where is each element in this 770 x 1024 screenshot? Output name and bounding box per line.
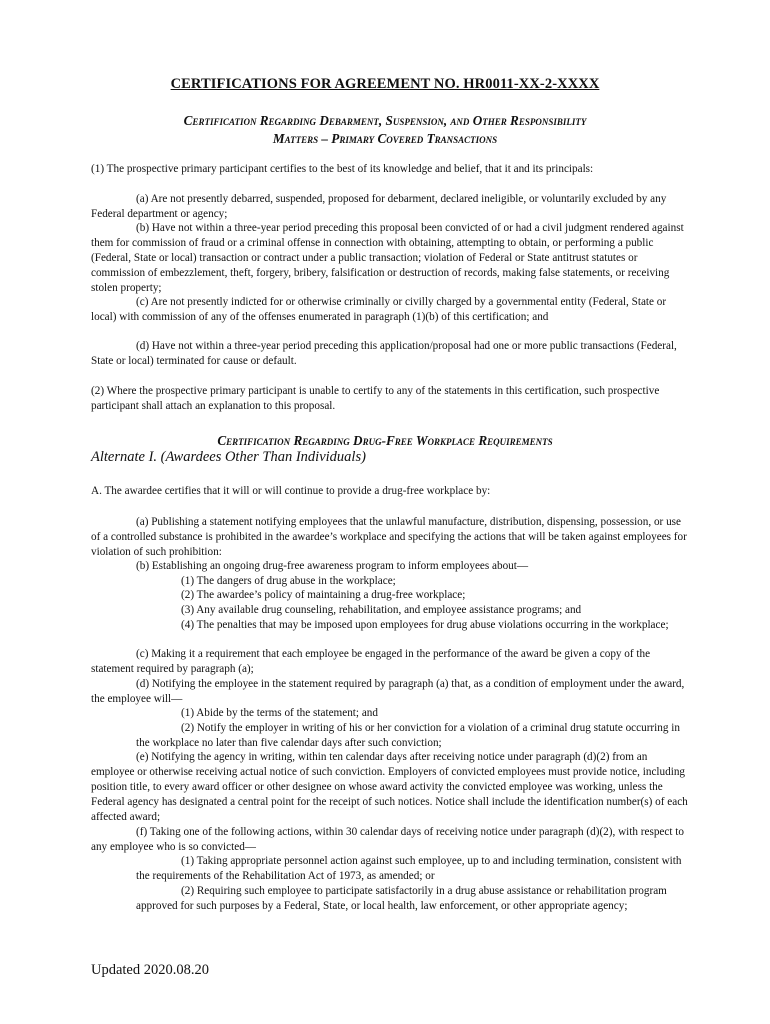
paragraph-b2: (2) The awardee’s policy of maintaining a drug-free workplace; [181, 589, 466, 601]
paragraph-d1: (1) Abide by the terms of the statement; and [181, 707, 378, 719]
paragraph-1a: (a) Are not presently debarred, suspended, proposed for debarment, declared ineligible, or voluntarily excluded by any Federal department or agency; [91, 193, 667, 220]
paragraph-c: (c) Making it a requirement that each employee be engaged in the performance of the award be given a copy of the statement required by paragraph (a); [91, 648, 651, 675]
footer-updated-date: Updated 2020.08.20 [91, 962, 209, 978]
paragraph-d2: (2) Notify the employer in writing of his or her conviction for a violation of a criminal drug statute occurring in the workplace no later than five calendar days after such conviction; [136, 722, 680, 749]
paragraph-f2: (2) Requiring such employee to participate satisfactorily in a drug abuse assistance or rehabilitation program approved for such purposes by a Federal, State, or local health, law enforcement, or other appropriate agency; [136, 885, 667, 912]
paragraph-a-intro: A. The awardee certifies that it will or will continue to provide a drug-free workplace by: [91, 485, 491, 497]
alternate-heading: Alternate I. (Awardees Other Than Individuals) [91, 449, 366, 465]
paragraph-b4: (4) The penalties that may be imposed upon employees for drug abuse violations occurring in the workplace; [181, 619, 669, 631]
paragraph-1c: (c) Are not presently indicted for or otherwise criminally or civilly charged by a governmental entity (Federal, State or local) with commission of any of the offenses enumerated in paragraph (1)(b) of this certification; and [91, 296, 667, 323]
paragraph-b1: (1) The dangers of drug abuse in the workplace; [181, 575, 396, 587]
paragraph-1: (1) The prospective primary participant certifies to the best of its knowledge and belief, that it and its principals: [91, 163, 594, 175]
paragraph-a: (a) Publishing a statement notifying employees that the unlawful manufacture, distribution, dispensing, possession, or use of a controlled substance is prohibited in the awardee’s workplace and specifying the actions that will be taken against employees for violation of such prohibition: [91, 516, 687, 558]
paragraph-f: (f) Taking one of the following actions, within 30 calendar days of receiving notice under paragraph (d)(2), with respect to any employee who is so convicted— [91, 826, 684, 853]
drug-free-heading: Certification Regarding Drug-Free Workplace Requirements [217, 433, 553, 448]
debarment-heading-line1: Certification Regarding Debarment, Suspension, and Other Responsibility [183, 113, 587, 128]
paragraph-2: (2) Where the prospective primary participant is unable to certify to any of the statements in this certification, such prospective participant shall attach an explanation to this proposal. [91, 385, 660, 412]
paragraph-f1: (1) Taking appropriate personnel action against such employee, up to and including termination, consistent with the requirements of the Rehabilitation Act of 1973, as amended; or [136, 855, 682, 882]
document-title: CERTIFICATIONS FOR AGREEMENT NO. HR0011-XX-2-XXXX [170, 76, 600, 92]
paragraph-b: (b) Establishing an ongoing drug-free awareness program to inform employees about— [136, 560, 529, 572]
paragraph-1d: (d) Have not within a three-year period preceding this application/proposal had one or more public transactions (Federal, State or local) terminated for cause or default. [91, 340, 677, 367]
paragraph-e: (e) Notifying the agency in writing, within ten calendar days after receiving notice under paragraph (d)(2) from an employee or otherwise receiving actual notice of such conviction. Employers of convicted employees must provide notice, including position title, to every award officer or other designee on whose award activity the convicted employee was working, unless the Federal agency has designated a central point for the receipt of such notices. Notice shall include the identification number(s) of each affected award; [91, 751, 688, 823]
paragraph-b3: (3) Any available drug counseling, rehabilitation, and employee assistance programs; and [181, 604, 582, 616]
debarment-heading-line2: Matters – Primary Covered Transactions [272, 131, 498, 146]
paragraph-d: (d) Notifying the employee in the statement required by paragraph (a) that, as a condition of employment under the award, the employee will— [91, 678, 685, 705]
paragraph-1b: (b) Have not within a three-year period preceding this proposal been convicted of or had a civil judgment rendered against them for commission of fraud or a criminal offense in connection with obtaining, attempting to obtain, or performing a public (Federal, State or local) transaction or contract under a public transaction; violation of Federal or State antitrust statutes or commission of embezzlement, theft, forgery, bribery, falsification or destruction of records, making false statements, or receiving stolen property; [91, 222, 684, 294]
